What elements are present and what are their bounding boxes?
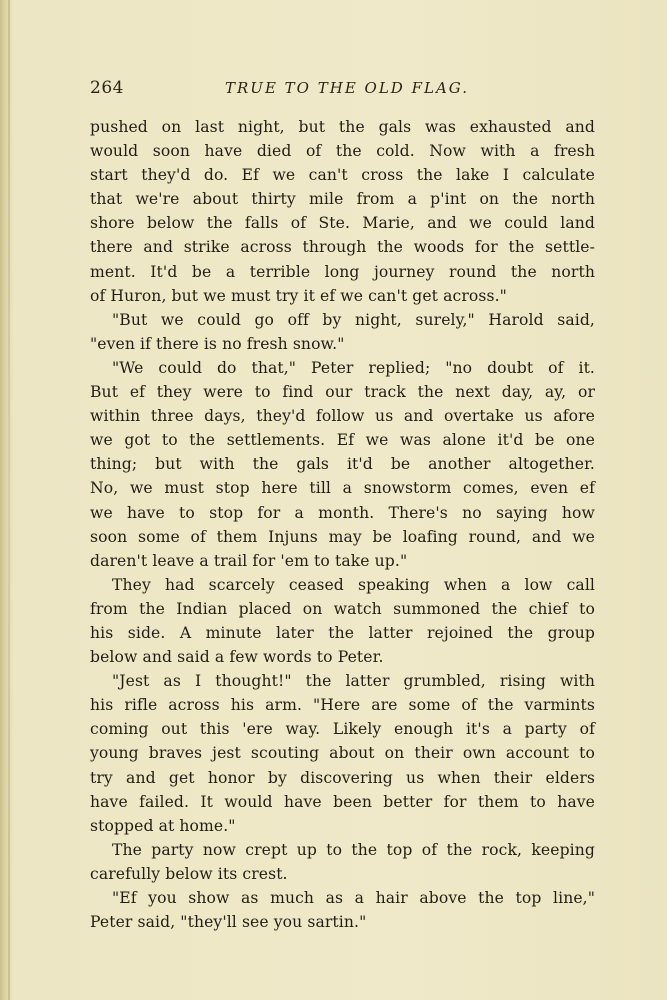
text-line: daren't leave a trail for 'em to take up." [90, 551, 408, 570]
text-line: Peter said, "they'll see you sartin." [90, 913, 367, 932]
text-line: "even if there is no fresh snow." [90, 334, 345, 353]
text-line: "We could do that," Peter replied; "no doubt of it. [112, 358, 595, 377]
text-line: young braves jest scouting about on their own account to [90, 744, 595, 763]
binding-gutter [8, 0, 10, 1000]
running-title: TRUE TO THE OLD FLAG. [225, 79, 470, 97]
text-line: carefully below its crest. [90, 864, 288, 883]
text-line: "But we could go off by night, surely," Harold said, [112, 310, 595, 329]
text-line: of Huron, but we must try it ef we can't get across." [90, 286, 507, 305]
text-line: that we're about thirty mile from a p'int on the north [90, 190, 595, 209]
text-line: from the Indian placed on watch summoned the chief to [90, 599, 595, 618]
text-line: his rifle across his arm. "Here are some of the varmints [90, 696, 595, 715]
text-line: there and strike across through the woods for the settle- [90, 238, 595, 257]
text-line: "Ef you show as much as a hair above the top line," [112, 889, 595, 907]
text-line: "Jest as I thought!" the latter grumbled, rising with [112, 672, 595, 691]
text-line: within three days, they'd follow us and overtake us afore [90, 407, 595, 426]
text-line: have failed. It would have been better for them to have [90, 792, 595, 811]
text-line: stopped at home." [90, 816, 236, 835]
text-line: would soon have died of the cold. Now with a fresh [90, 142, 595, 161]
text-line: soon some of them Injuns may be loafing round, and we [90, 527, 595, 546]
text-line: shore below the falls of Ste. Marie, and we could land [90, 214, 595, 233]
text-line: we have to stop for a month. There's no saying how [90, 503, 595, 522]
text-line: try and get honor by discovering us when their elders [90, 768, 595, 787]
text-line: pushed on last night, but the gals was exhausted and [90, 118, 595, 136]
page-number: 264 [90, 78, 124, 98]
text-line: his side. A minute later the latter rejoined the group [90, 623, 595, 642]
text-line: below and said a few words to Peter. [90, 648, 384, 667]
page-header [90, 78, 595, 102]
text-line: ment. It'd be a terrible long journey round the north [90, 262, 595, 281]
text-line: thing; but with the gals it'd be another altogether. [90, 455, 595, 474]
text-line: No, we must stop here till a snowstorm comes, even ef [90, 479, 595, 498]
text-line: we got to the settlements. Ef we was alone it'd be one [90, 431, 595, 450]
text-line: But ef they were to find our track the next day, ay, or [90, 383, 595, 402]
text-line: start they'd do. Ef we can't cross the lake I calculate [90, 166, 595, 185]
text-line: They had scarcely ceased speaking when a low call [112, 575, 595, 594]
body-text [90, 115, 595, 934]
text-line: The party now crept up to the top of the rock, keeping [112, 840, 595, 859]
text-line: coming out this 'ere way. Likely enough it's a party of [90, 720, 595, 739]
